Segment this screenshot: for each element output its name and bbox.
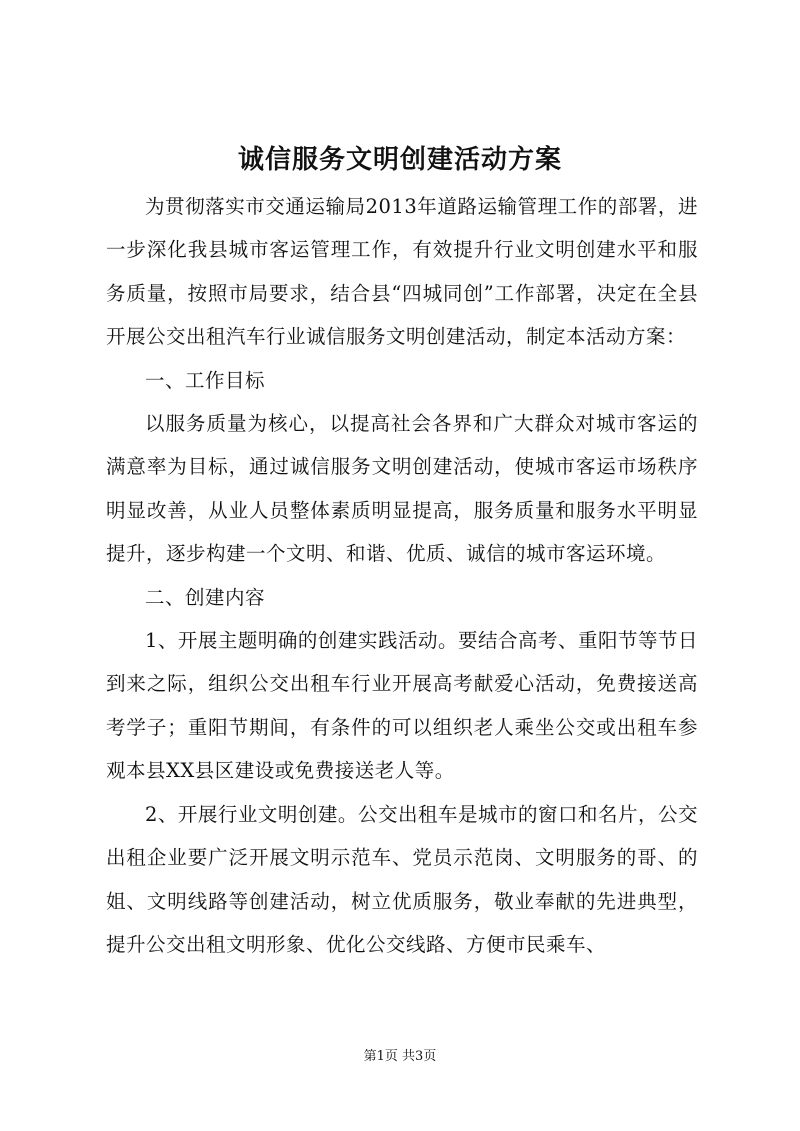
content-item-1-paragraph: 1、开展主题明确的创建实践活动。要结合高考、重阳节等节日到来之际，组织公交出租车行业开展高考献爱心活动，免费接送高考学子；重阳节期间，有条件的可以组织老人乘坐公交或出租车参观本县XX县区建设或免费接送老人等。 bbox=[106, 629, 698, 783]
section-heading-content: 二、创建内容 bbox=[145, 585, 266, 609]
intro-paragraph: 为贯彻落实市交通运输局2013年道路运输管理工作的部署，进一步深化我县城市客运管理工作，有效提升行业文明创建水平和服务质量，按照市局要求，结合县“四城同创”工作部署，决定在全县开展公交出租汽车行业诚信服务文明创建活动，制定本活动方案： bbox=[106, 195, 698, 349]
document-body bbox=[106, 185, 698, 966]
goals-paragraph: 以服务质量为核心，以提高社会各界和广大群众对城市客运的满意率为目标，通过诚信服务文明创建活动，使城市客运市场秩序明显改善，从业人员整体素质明显提高，服务质量和服务水平明显提升，逐步构建一个文明、和谐、优质、诚信的城市客运环境。 bbox=[106, 412, 698, 566]
document-title: 诚信服务文明创建活动方案 bbox=[237, 145, 562, 175]
page-number-footer: 第1页 共3页 bbox=[363, 1049, 437, 1064]
content-item-2-paragraph: 2、开展行业文明创建。公交出租车是城市的窗口和名片，公交出租企业要广泛开展文明示范车、党员示范岗、文明服务的哥、的姐、文明线路等创建活动，树立优质服务，敬业奉献的先进典型，提升公交出租文明形象、优化公交线路、方便市民乘车、 bbox=[106, 802, 698, 956]
section-heading-goals: 一、工作目标 bbox=[145, 368, 266, 392]
